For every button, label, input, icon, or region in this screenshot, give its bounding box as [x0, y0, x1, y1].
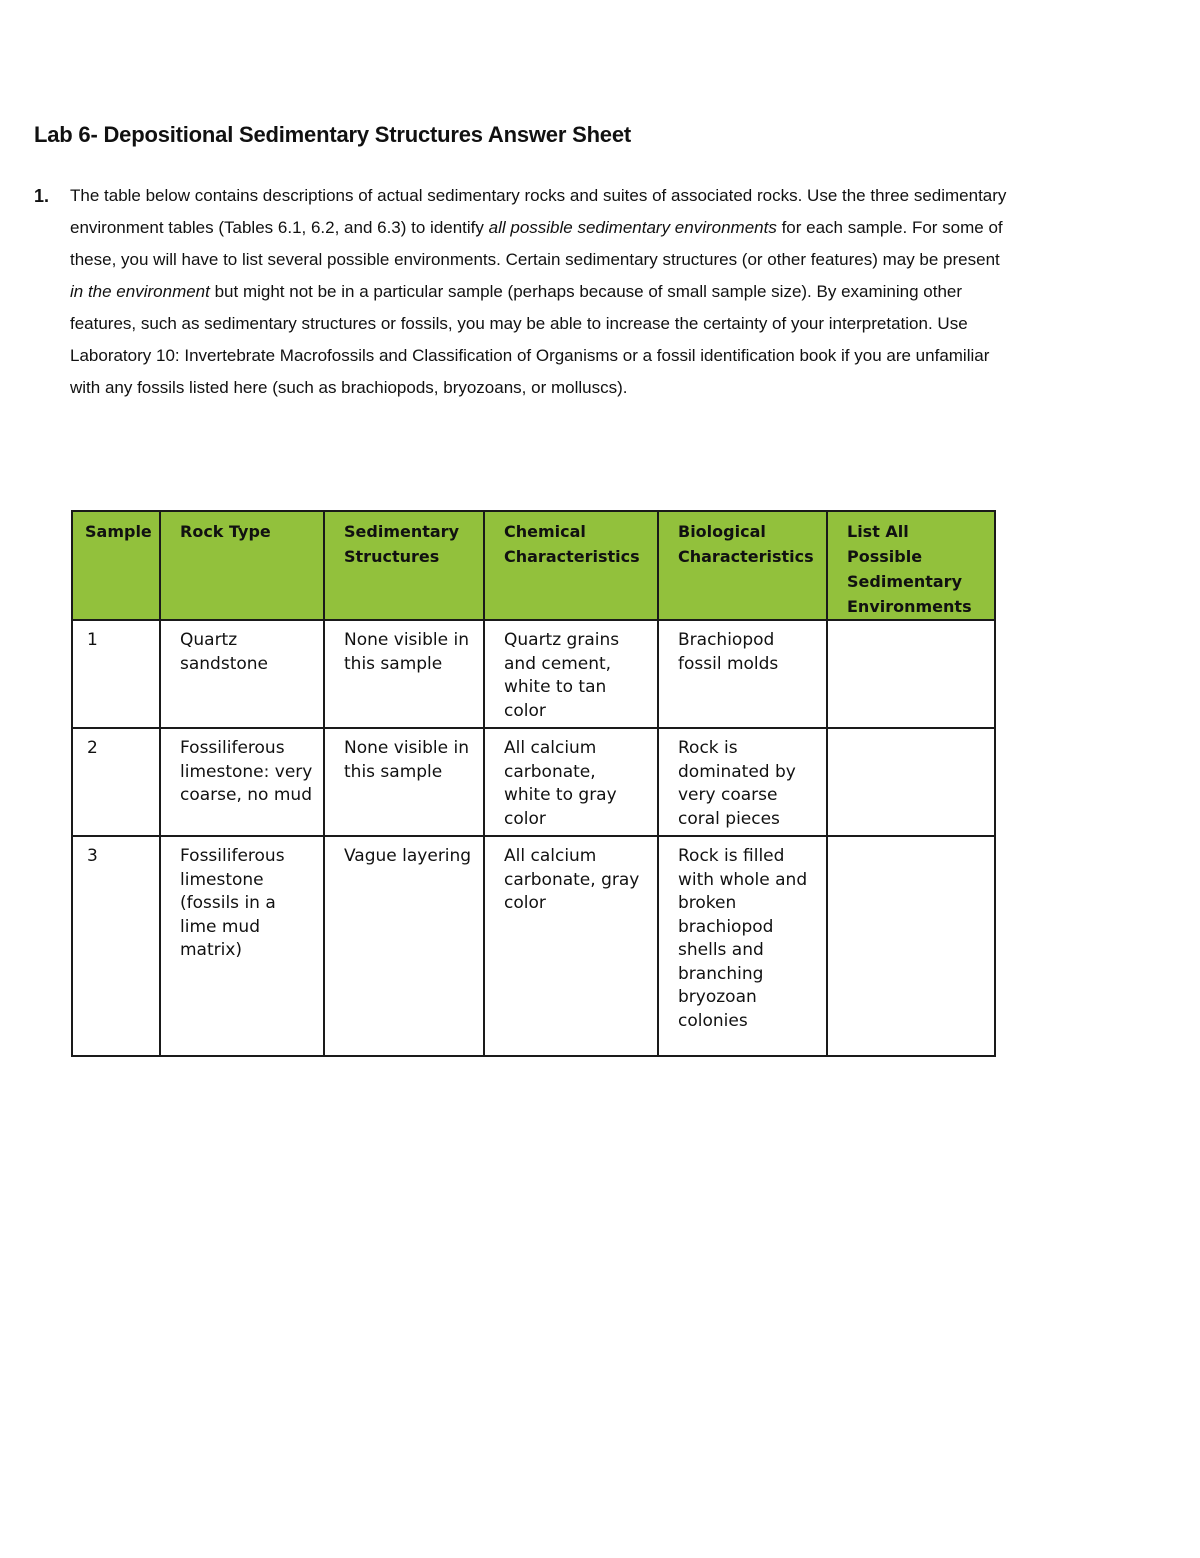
- table-row: [72, 728, 995, 836]
- cell-environments-answer[interactable]: [827, 836, 995, 1056]
- question-text: [70, 180, 1010, 404]
- page-title: Lab 6- Depositional Sedimentary Structures Answer Sheet: [34, 122, 632, 147]
- cell-chemical: All calcium carbonate, white to gray color: [484, 728, 658, 836]
- question-text-part-1: The table below contains descriptions of actual sedimentary rocks and suites of associated rocks. Use the three sedimentary environment tables (Tables 6.1, 6.2, and 6.3) to identify: [70, 186, 1007, 237]
- header-biological-characteristics: Biological Characteristics: [658, 511, 827, 620]
- header-rock-type: Rock Type: [160, 511, 324, 620]
- cell-sample: 1: [72, 620, 160, 728]
- table-header-row: [72, 511, 995, 620]
- cell-environments-answer[interactable]: [827, 728, 995, 836]
- question-text-part-3: but might not be in a particular sample (perhaps because of small sample size). By examining other features, such as sedimentary structures or fossils, you may be able to increase the certainty of your interpretation. Use Laboratory 10: Invertebrate Macrofossils and Classification of Organisms or a fossil identification book if you are unfamiliar with any fossils listed here (such as brachiopods, bryozoans, or molluscs).: [70, 282, 990, 397]
- cell-structures: Vague layering: [324, 836, 484, 1056]
- cell-biological: Rock is dominated by very coarse coral pieces: [658, 728, 827, 836]
- header-possible-environments: List All Possible Sedimentary Environments: [827, 511, 995, 620]
- table-row: [72, 836, 995, 1056]
- cell-biological: Brachiopod fossil molds: [658, 620, 827, 728]
- header-chemical-characteristics: Chemical Characteristics: [484, 511, 658, 620]
- cell-structures: None visible in this sample: [324, 728, 484, 836]
- cell-structures: None visible in this sample: [324, 620, 484, 728]
- cell-biological: Rock is filled with whole and broken brachiopod shells and branching bryozoan colonies: [658, 836, 827, 1056]
- samples-table: [71, 510, 996, 1057]
- table-row: [72, 620, 995, 728]
- cell-sample: 3: [72, 836, 160, 1056]
- question-emphasis-in-environment: in the environment: [70, 282, 210, 301]
- cell-rock-type: Fossiliferous limestone: very coarse, no mud: [160, 728, 324, 836]
- cell-rock-type: Quartz sandstone: [160, 620, 324, 728]
- question-emphasis-environments: all possible sedimentary environments: [488, 218, 777, 237]
- question-text-part-2: for each sample. For some of these, you will have to list several possible environments. Certain sedimentary structures (or other features) may be present: [70, 218, 1003, 269]
- cell-chemical: All calcium carbonate, gray color: [484, 836, 658, 1056]
- cell-chemical: Quartz grains and cement, white to tan color: [484, 620, 658, 728]
- header-sedimentary-structures: Sedimentary Structures: [324, 511, 484, 620]
- question-number: 1.: [34, 186, 50, 206]
- cell-sample: 2: [72, 728, 160, 836]
- cell-rock-type: Fossiliferous limestone (fossils in a lime mud matrix): [160, 836, 324, 1056]
- cell-environments-answer[interactable]: [827, 620, 995, 728]
- header-sample: Sample: [72, 511, 160, 620]
